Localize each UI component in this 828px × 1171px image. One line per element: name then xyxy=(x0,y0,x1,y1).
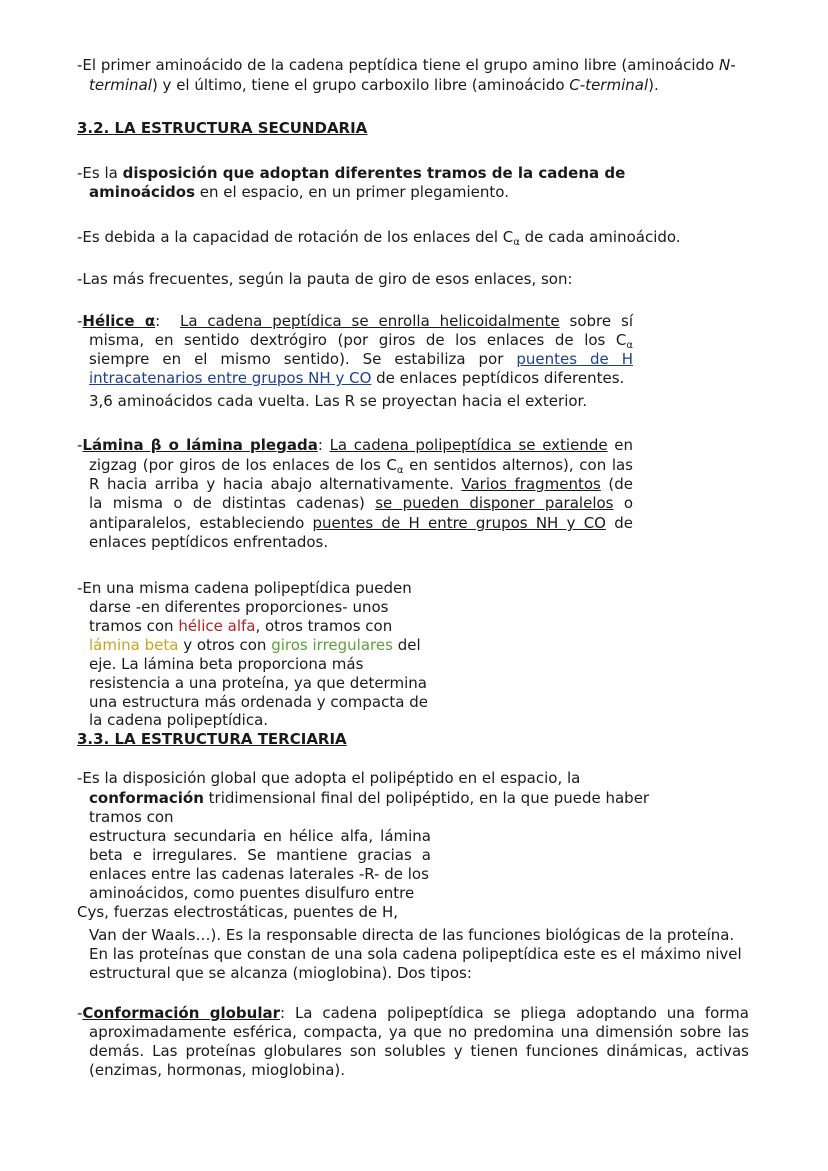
text: - xyxy=(77,1004,83,1022)
fragments-underlined: Varios fragmentos xyxy=(461,475,601,493)
mix-line-5: eje. La lámina beta proporciona más xyxy=(89,655,364,673)
conformation-term: conformación xyxy=(89,789,204,807)
globular-line-1 xyxy=(77,1004,749,1023)
text: sobre sí xyxy=(559,312,633,330)
helix-line-4 xyxy=(89,369,624,388)
intro-text: ) y el último, tiene el grupo carboxilo libre (aminoácido xyxy=(151,76,570,94)
text: : xyxy=(317,436,330,454)
text: o xyxy=(613,494,633,512)
bold-definition: disposición que adoptan diferentes tramos de la cadena de xyxy=(122,164,626,182)
text: , otros tramos con xyxy=(255,617,393,635)
text: -Es la xyxy=(77,164,123,182)
text: : xyxy=(155,312,161,330)
text: zigzag (por giros de los enlaces de los C xyxy=(89,456,397,474)
text: antiparalelos, estableciendo xyxy=(89,514,313,532)
sec33-line-4: estructura secundaria en hélice alfa, lámina xyxy=(89,827,431,845)
sheet-line-1 xyxy=(77,436,633,455)
text: del xyxy=(392,636,421,654)
helix-definition: La cadena peptídica se enrolla helicoidalmente xyxy=(180,312,560,330)
sec33-line-7: aminoácidos, como puentes disulfuro entre xyxy=(89,884,415,902)
text: misma, en sentido dextrógiro (por giros de los enlaces de los C xyxy=(89,331,627,349)
text: tridimensional final del polipéptido, en la que puede haber xyxy=(203,789,650,807)
text: en sentidos alternos), con las xyxy=(403,456,633,474)
sheet-line-5 xyxy=(89,514,633,533)
hydrogen-bond-link: intracatenarios entre grupos NH y CO xyxy=(89,369,372,387)
irregular-turns-term: giros irregulares xyxy=(271,636,393,654)
text: de cada aminoácido. xyxy=(519,228,681,246)
text: de xyxy=(605,514,633,532)
text: tramos con xyxy=(89,617,179,635)
text: - xyxy=(77,312,83,330)
intro-text: -El primer aminoácido de la cadena peptídica tiene el grupo amino libre (aminoácido xyxy=(77,56,720,74)
sheet-line-2 xyxy=(89,456,633,475)
helix-title: Hélice α xyxy=(82,312,156,330)
sec33-line-9: Van der Waals…). Es la responsable directa de las funciones biológicas de la proteína. xyxy=(89,926,735,944)
sheet-definition: La cadena polipeptídica se extiende xyxy=(329,436,608,454)
beta-sheet-term: lámina beta xyxy=(89,636,179,654)
globular-title: Conformación globular xyxy=(82,1004,281,1022)
mix-line-2: darse -en diferentes proporciones- unos xyxy=(89,598,389,616)
sheet-line-4 xyxy=(89,494,633,513)
sheet-line-3 xyxy=(89,475,633,494)
bold-definition: aminoácidos xyxy=(89,183,196,201)
hydrogen-bond-link: puentes de H xyxy=(516,350,633,368)
section-heading-3-2: 3.2. LA ESTRUCTURA SECUNDARIA xyxy=(77,119,368,137)
mix-line-4 xyxy=(89,636,421,655)
section-heading-3-3: 3.3. LA ESTRUCTURA TERCIARIA xyxy=(77,730,347,748)
text: R hacia arriba y hacia abajo alternativamente. xyxy=(89,475,462,493)
mix-line-8: la cadena polipeptídica. xyxy=(89,711,269,729)
globular-line-2: aproximadamente esférica, compacta, ya que no predomina una dimensión sobre las xyxy=(89,1023,749,1041)
text: siempre en el mismo sentido). Se estabiliza por xyxy=(89,350,517,368)
text: en xyxy=(607,436,633,454)
mix-line-7: una estructura más ordenada y compacta de xyxy=(89,693,428,711)
sec33-line-8: Cys, fuerzas electrostáticas, puentes de H, xyxy=(77,903,399,921)
helix-line-5: 3,6 aminoácidos cada vuelta. Las R se proyectan hacia el exterior. xyxy=(89,392,588,410)
text: la misma o de distintas cadenas) xyxy=(89,494,376,512)
helix-line-3 xyxy=(89,350,633,369)
alpha-subscript: α xyxy=(513,237,520,248)
alpha-subscript: α xyxy=(396,465,404,476)
hydrogen-bond-underlined: puentes de H entre grupos NH y CO xyxy=(312,514,606,532)
sec32-p3: -Las más frecuentes, según la pauta de giro de esos enlaces, son: xyxy=(77,270,573,288)
parallel-underlined: se pueden disponer paralelos xyxy=(375,494,614,512)
sec33-line-3: tramos con xyxy=(89,808,174,826)
text: y otros con xyxy=(178,636,272,654)
globular-line-4: (enzimas, hormonas, mioglobina). xyxy=(89,1061,346,1079)
sec33-line-2 xyxy=(89,789,649,808)
text: de enlaces peptídicos diferentes. xyxy=(371,369,625,387)
terminal-term: terminal xyxy=(89,76,152,94)
sheet-title: Lámina β o lámina plegada xyxy=(82,436,318,454)
text: (de xyxy=(600,475,634,493)
globular-line-3: demás. Las proteínas globulares son solubles y tienen funciones dinámicas, activas xyxy=(89,1042,749,1060)
sec32-p1-line-1 xyxy=(77,164,625,183)
intro-line-1 xyxy=(77,56,736,75)
sec32-p2 xyxy=(77,228,681,247)
text: : La cadena polipeptídica se pliega adoptando una forma xyxy=(280,1004,749,1022)
sec33-line-5: beta e irregulares. Se mantiene gracias a xyxy=(89,846,431,864)
alpha-subscript: α xyxy=(626,340,633,351)
helix-line-1 xyxy=(77,312,633,331)
sec33-line-1: -Es la disposición global que adopta el polipéptido en el espacio, la xyxy=(77,769,581,787)
sec33-line-6: enlaces entre las cadenas laterales -R- de los xyxy=(89,865,429,883)
sec33-line-10: En las proteínas que constan de una sola cadena polipeptídica este es el máximo nivel xyxy=(89,945,742,963)
n-terminal-term: N- xyxy=(719,56,736,74)
helix-line-2 xyxy=(89,331,633,350)
text: en el espacio, en un primer plegamiento. xyxy=(195,183,509,201)
intro-line-2 xyxy=(89,76,659,95)
mix-line-3 xyxy=(89,617,392,636)
helix-alpha-term: hélice alfa xyxy=(178,617,256,635)
sec33-line-11: estructural que se alcanza (mioglobina). Dos tipos: xyxy=(89,964,472,982)
sec32-p1-line-2 xyxy=(89,183,509,202)
sheet-line-6: enlaces peptídicos enfrentados. xyxy=(89,533,329,551)
c-terminal-term: C-terminal xyxy=(569,76,649,94)
intro-text: ). xyxy=(648,76,659,94)
text: -Es debida a la capacidad de rotación de los enlaces del C xyxy=(77,228,514,246)
mix-line-1: -En una misma cadena polipeptídica pueden xyxy=(77,579,412,597)
mix-line-6: resistencia a una proteína, ya que determina xyxy=(89,674,427,692)
text: - xyxy=(77,436,83,454)
